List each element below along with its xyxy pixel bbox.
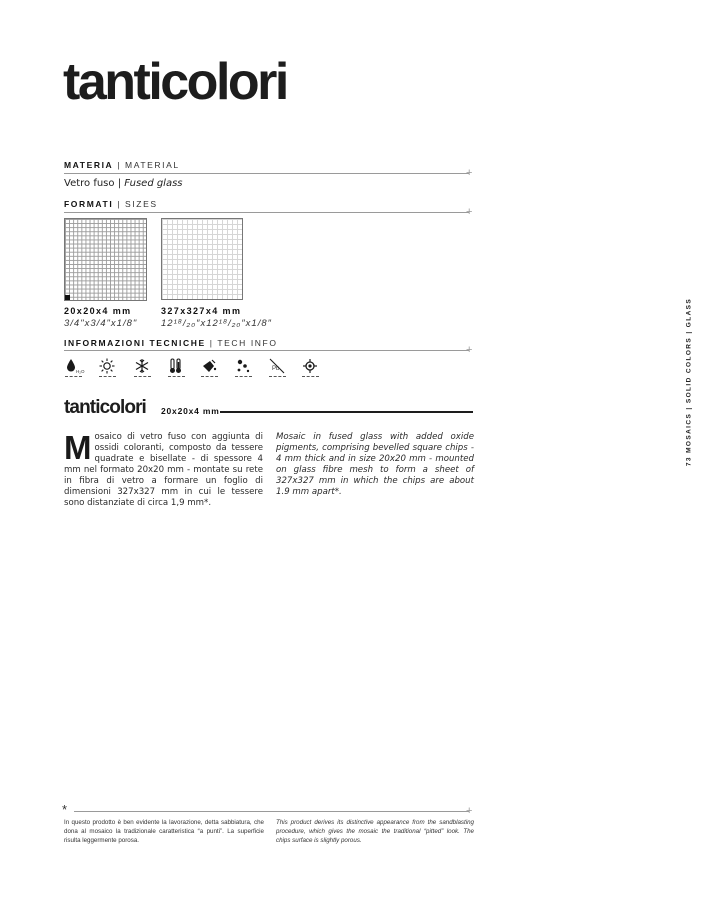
material-value	[64, 178, 183, 189]
single-chip-marker	[65, 295, 70, 300]
separator: |	[117, 199, 122, 209]
tech-label-it: INFORMAZIONI TECNICHE	[64, 338, 206, 348]
section-rule	[64, 350, 469, 351]
plus-icon: +	[466, 805, 473, 817]
size-imperial-label: 12¹⁸/₂₀″x12¹⁸/₂₀″x1/8″	[161, 318, 272, 329]
chemical-resistance-icon	[200, 358, 218, 378]
water-caption: H₂O	[76, 369, 85, 374]
section-rule	[64, 173, 469, 174]
size-metric-label: 327x327x4 mm	[161, 306, 242, 316]
tile-20x20-swatch	[64, 218, 147, 301]
sizes-section-heading	[64, 199, 474, 209]
side-category-label: 73 MOSAICS | SOLID COLORS | GLASS	[685, 297, 693, 467]
plus-icon: +	[466, 167, 473, 179]
separator: |	[117, 160, 122, 170]
size-imperial-label: 3/4"x3/4"x1/8"	[64, 318, 138, 329]
sizes-label-it: FORMATI	[64, 199, 114, 209]
material-section-heading	[64, 160, 474, 170]
size-metric-label: 20x20x4 mm	[64, 306, 132, 316]
lead-free-icon	[268, 358, 286, 378]
tech-label-en: TECH INFO	[217, 338, 278, 348]
separator: |	[117, 178, 122, 189]
product-size: 20x20x4 mm	[161, 406, 220, 416]
section-rule	[64, 212, 469, 213]
sizes-label-en: SIZES	[125, 199, 158, 209]
separator: |	[209, 338, 214, 348]
title-rule	[220, 411, 473, 413]
material-value-en: Fused glass	[124, 178, 183, 189]
thermal-shock-icon	[167, 358, 185, 378]
light-resistance-icon	[98, 358, 116, 378]
description-italian	[64, 429, 263, 509]
footnote-rule	[74, 811, 469, 812]
footnote-italian: In questo prodotto è ben evidente la lavorazione, detta sabbiatura, che dona al mosaico la tradizionale caratteristica “a punti”. La superficie risulta leggermente porosa.	[64, 819, 264, 844]
tech-section-heading	[64, 338, 474, 348]
lead-caption: Pb	[272, 366, 280, 372]
stain-resistance-icon	[234, 358, 252, 378]
side-label-container	[676, 297, 702, 467]
material-value-it: Vetro fuso	[64, 178, 115, 189]
description-english: Mosaic in fused glass with added oxide pigments, comprising bevelled square chips - 4 mm thick and in size 20x20 mm - mounted on glass fibre mesh to form a sheet of 327x327 mm in which the chips are about 1.9 mm apart*.	[276, 432, 474, 497]
footnote-marker: *	[62, 802, 68, 817]
drop-cap: M	[64, 429, 92, 466]
description-italian-text: osaico di vetro fuso con aggiunta di ossidi coloranti, composto da tessere quadrate e bisellate - di spessore 4 mm nel formato 20x20 mm - montate su rete in fibra di vetro a formare un foglio di dimensioni 327x327 mm in cui le tessere sono distanziate di circa 1,9 mm*.	[64, 432, 263, 508]
material-label-it: MATERIA	[64, 160, 114, 170]
footnote-english: This product derives its distinctive appearance from the sandblasting procedure, which gives the mosaic the traditional “pitted” look. The chips surface is slightly porous.	[276, 819, 474, 844]
material-label-en: MATERIAL	[125, 160, 180, 170]
sheet-327x327-swatch	[161, 218, 243, 300]
product-title: tanticolori	[64, 397, 146, 418]
frost-resistance-icon	[133, 358, 151, 378]
plus-icon: +	[466, 206, 473, 218]
plus-icon: +	[466, 344, 473, 356]
slip-resistance-icon	[301, 358, 319, 378]
water-absorption-icon	[64, 358, 85, 378]
brand-title: tanticolori	[63, 53, 287, 111]
